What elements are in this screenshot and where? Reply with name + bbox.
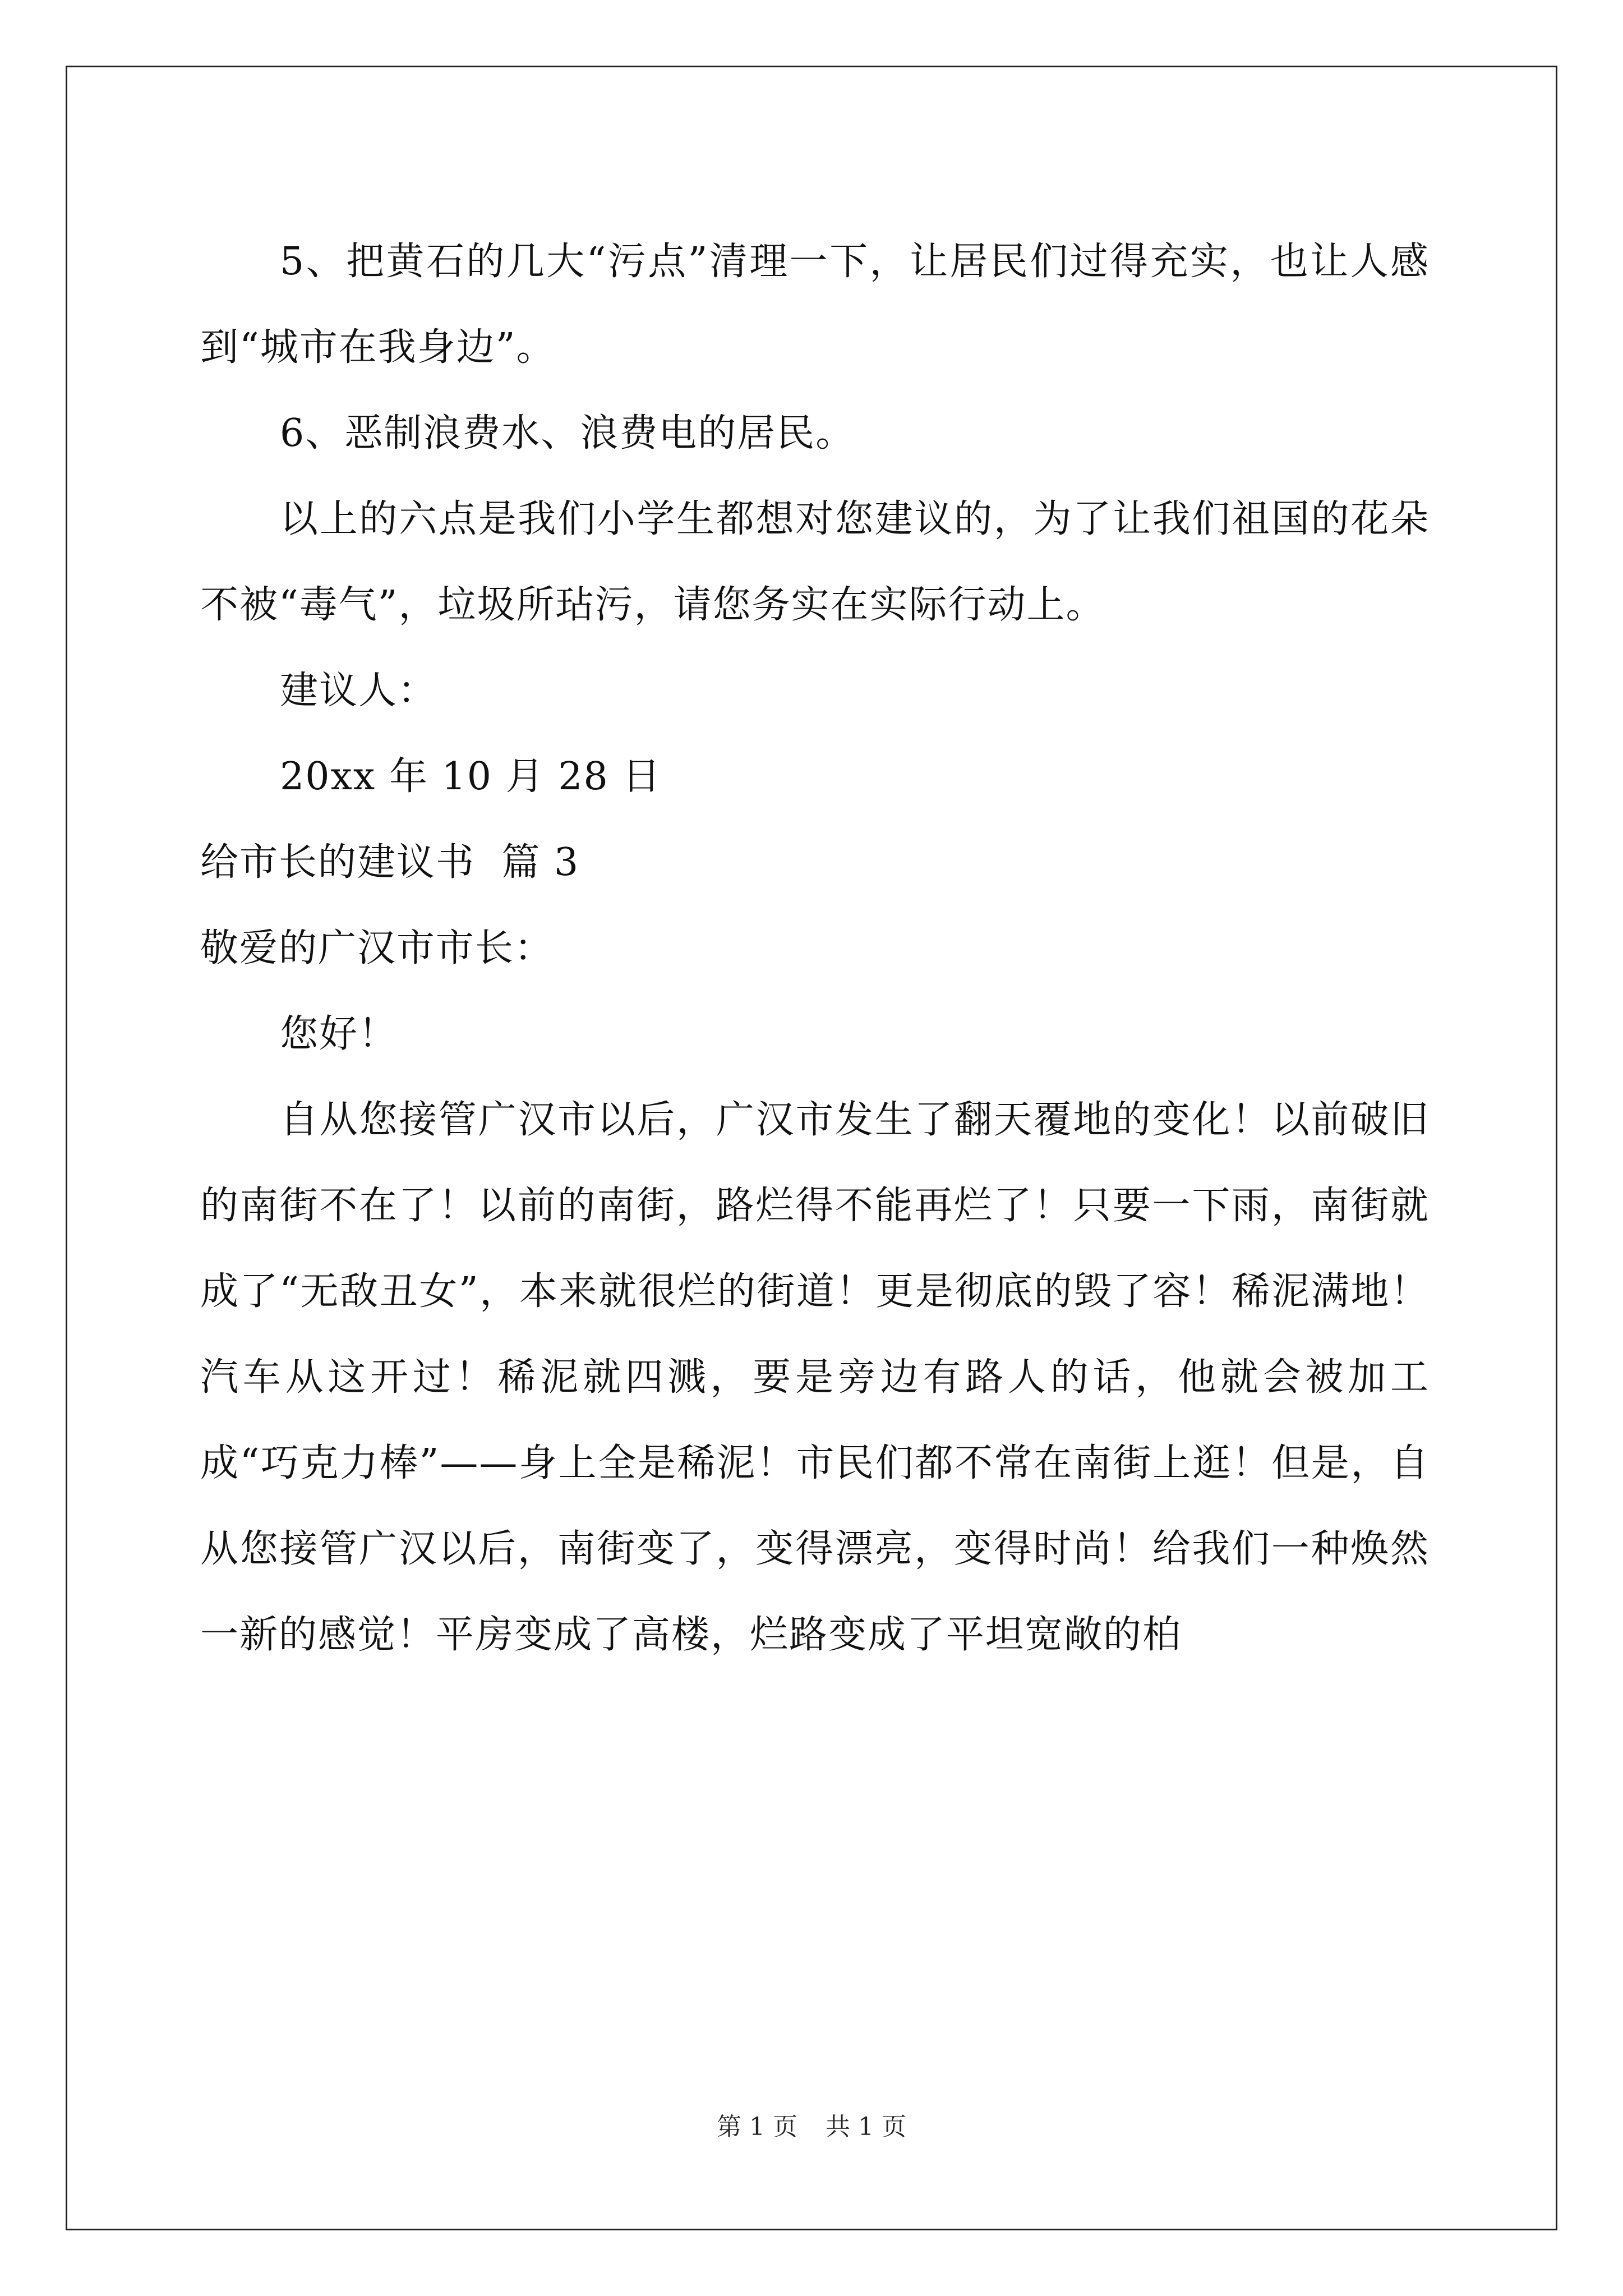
page-number: 第 1 页 xyxy=(717,2113,797,2141)
section-heading: 给市长的建议书 篇 3 xyxy=(200,840,580,885)
document-body xyxy=(200,219,1430,1678)
paragraph-conclusion: 以上的六点是我们小学生都想对您建议的，为了让我们祖国的花朵不被“毒气”，垃圾所玷污，请您务实在实际行动上。 xyxy=(200,497,1430,627)
paragraph-suggestion-5: 5、把黄石的几大“污点”清理一下，让居民们过得充实，也让人感到“城市在我身边”。 xyxy=(200,240,1430,370)
signature-line: 建议人： xyxy=(280,669,437,713)
body-paragraph: 自从您接管广汉市以后，广汉市发生了翻天覆地的变化！以前破旧的南街不在了！以前的南街，路烂得不能再烂了！只要一下雨，南街就成了“无敌丑女”，本来就很烂的街道！更是彻底的毁了容！稀泥满地！汽车从这开过！稀泥就四溅，要是旁边有路人的话，他就会被加工成“巧克力棒”——身上全是稀泥！市民们都不常在南街上逛！但是，自从您接管广汉以后，南街变了，变得漂亮，变得时尚！给我们一种焕然一新的感觉！平房变成了高楼，烂路变成了平坦宽敞的柏 xyxy=(200,1098,1430,1657)
paragraph-suggestion-6: 6、恶制浪费水、浪费电的居民。 xyxy=(280,411,855,455)
page-footer xyxy=(0,2110,1623,2144)
date-line: 20xx 年 10 月 28 日 xyxy=(280,754,662,799)
greeting: 您好！ xyxy=(280,1012,398,1056)
page-total: 共 1 页 xyxy=(826,2113,906,2141)
salutation: 敬爱的广汉市市长： xyxy=(200,926,554,970)
